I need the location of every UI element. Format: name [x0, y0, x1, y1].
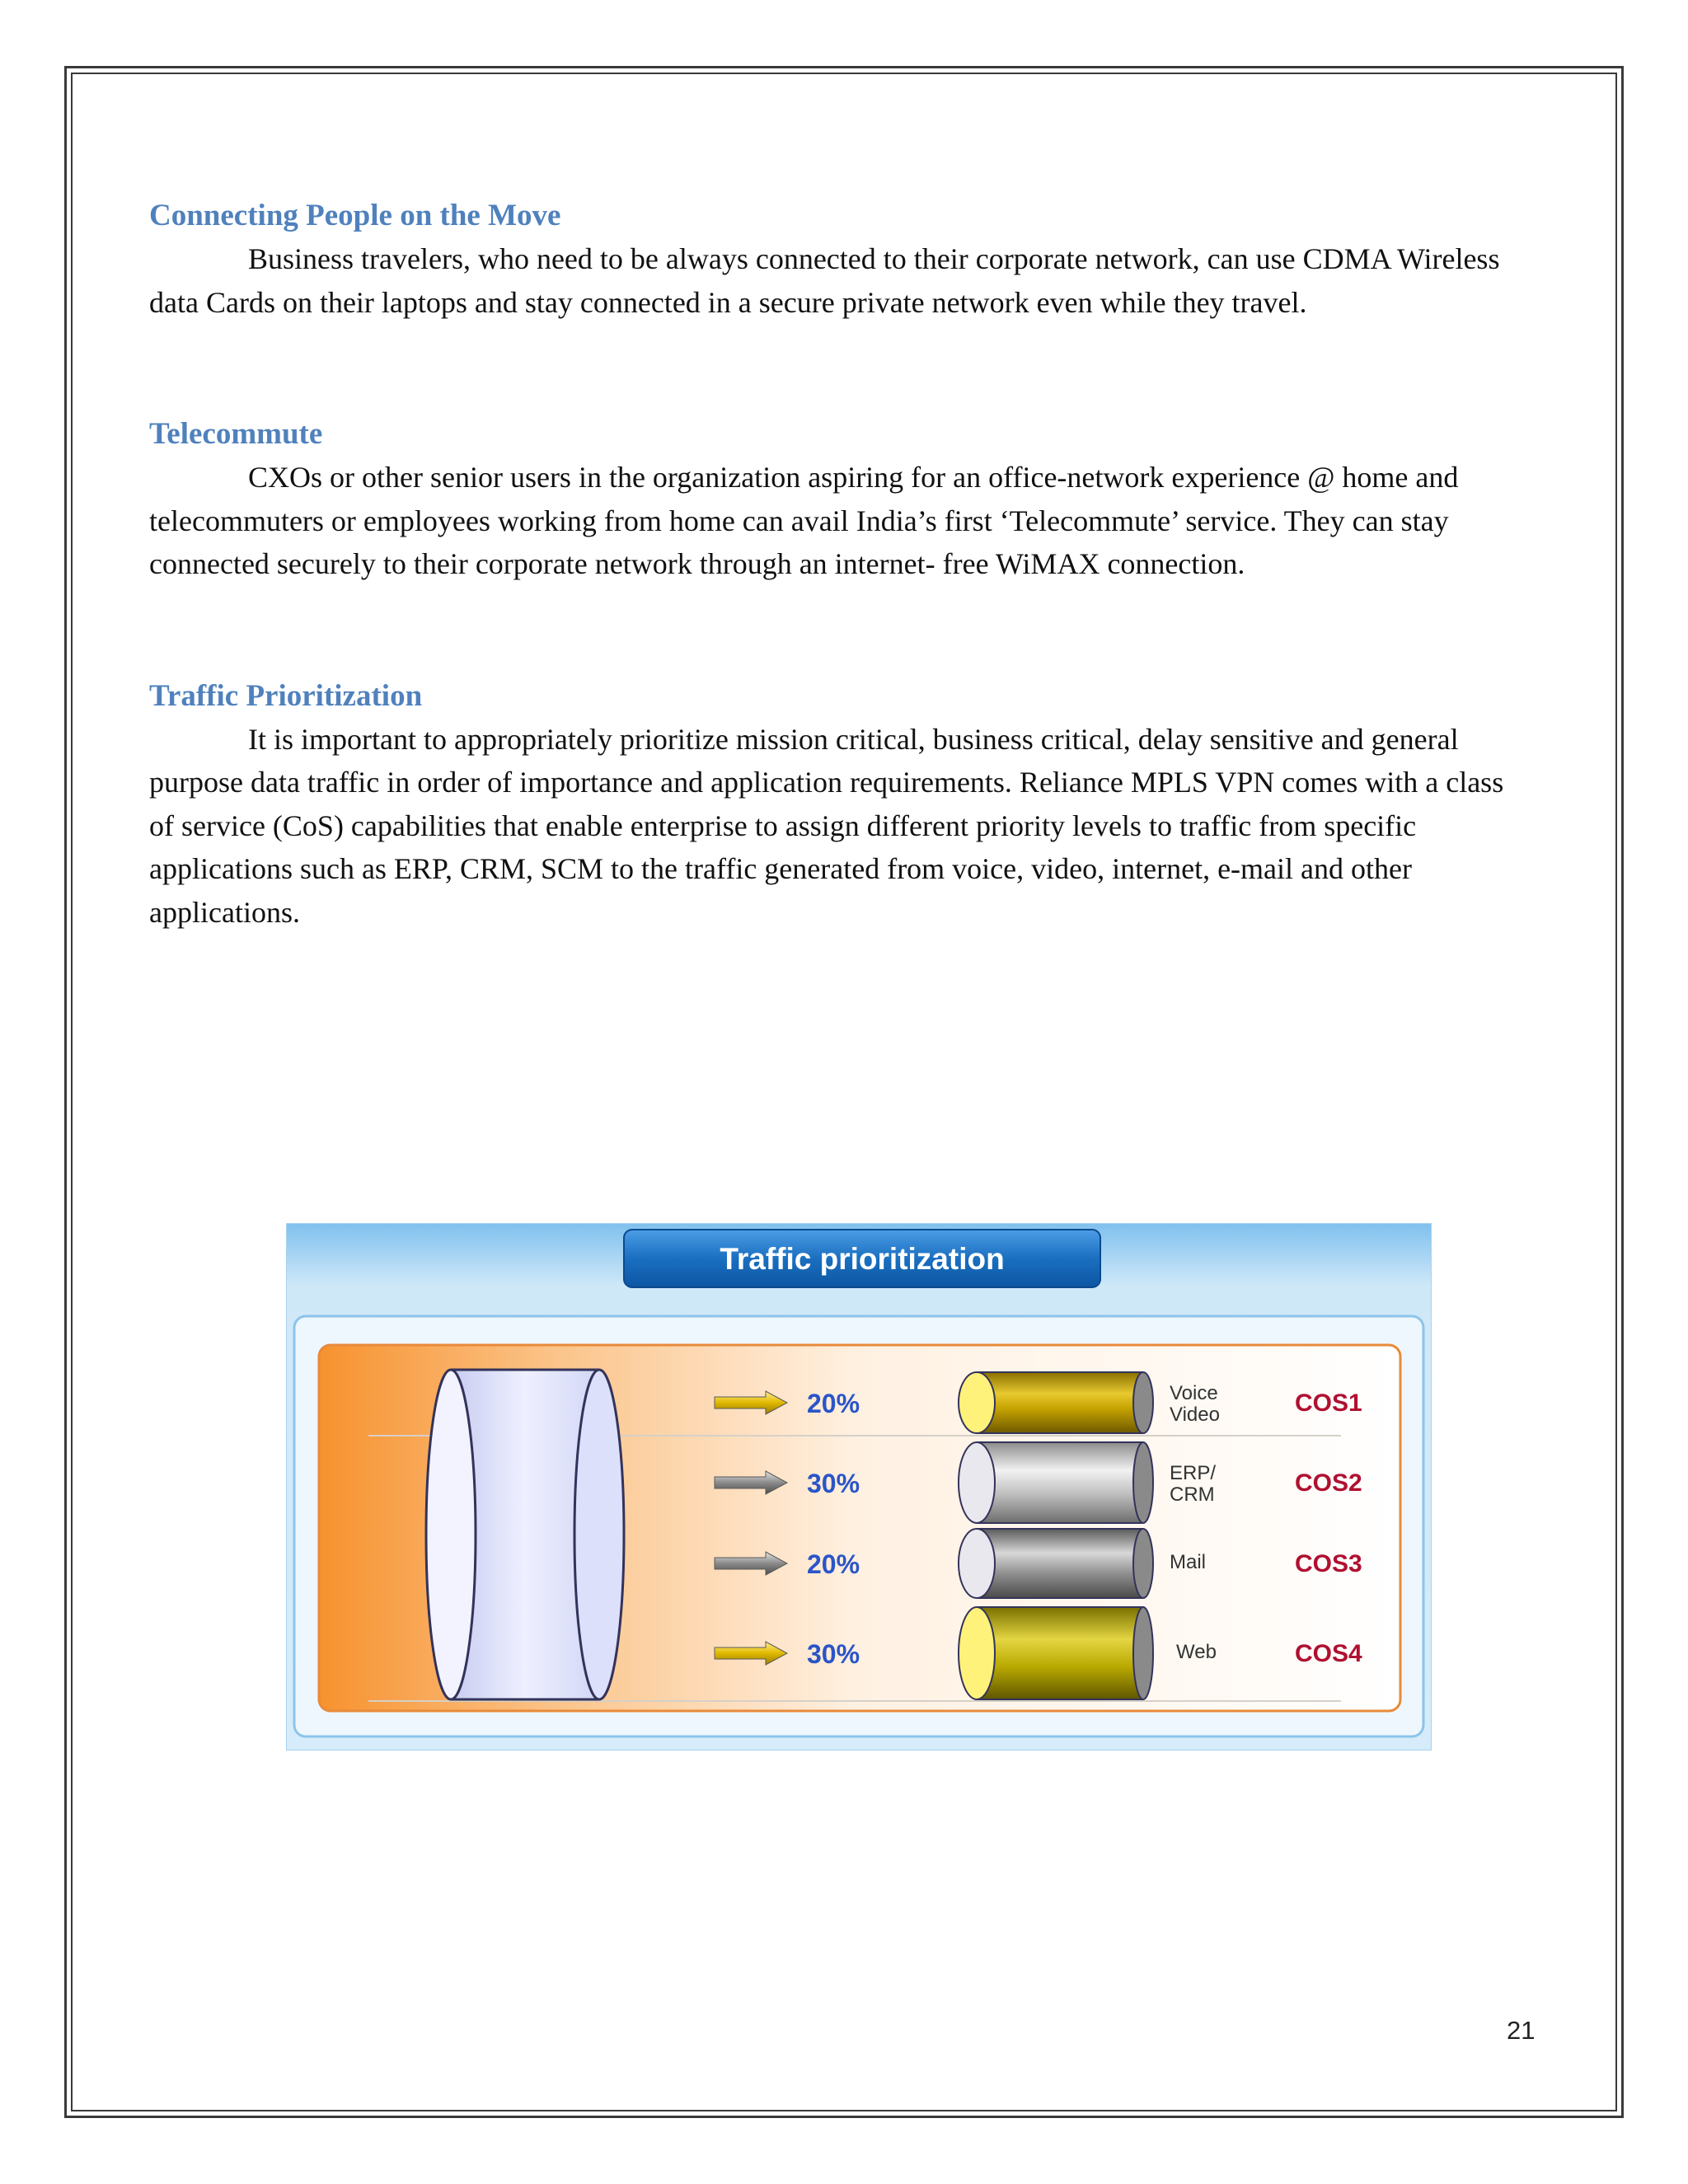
section-paragraph: CXOs or other senior users in the organization aspiring for an office-network experience @ home and telecommuters or employees working from home can avail India’s first ‘Telecommute’ service. They can stay connected securely to their corporate network through an internet- free WiMAX connection. — [149, 461, 1459, 580]
figure-title: Traffic prioritization — [720, 1242, 1005, 1276]
figure-svg — [286, 1223, 1432, 1750]
section-telecommute — [149, 413, 1534, 586]
app-label: Video — [1170, 1404, 1220, 1426]
section-paragraph: Business travelers, who need to be always connected to their corporate network, can use CDMA Wireless data Cards on their laptops and stay connected in a secure private network even while they travel. — [149, 242, 1500, 319]
cos-label: COS3 — [1295, 1550, 1362, 1577]
app-label: Voice — [1170, 1382, 1218, 1404]
class-cylinder — [977, 1372, 1143, 1433]
document-body — [149, 194, 1534, 934]
section-traffic-prioritization — [149, 675, 1534, 935]
traffic-percent: 30% — [807, 1639, 860, 1669]
app-label: ERP/ — [1170, 1462, 1217, 1484]
class-cylinder — [977, 1529, 1143, 1598]
section-heading: Connecting People on the Move — [149, 199, 561, 232]
cos-label: COS2 — [1295, 1469, 1362, 1497]
cos-label: COS1 — [1295, 1390, 1362, 1417]
cos-label: COS4 — [1295, 1640, 1362, 1667]
class-cylinder — [977, 1442, 1143, 1523]
section-paragraph: It is important to appropriately prioritize mission critical, business critical, delay sensitive and general purpose data traffic in order of importance and application requirements. Reliance MPLS VPN comes with a class of service (CoS) capabilities that enable enterprise to assign different priority levels to traffic from specific applications such as ERP, CRM, SCM to the traffic generated from voice, video, internet, e-mail and other applications. — [149, 722, 1504, 929]
traffic-percent: 30% — [807, 1469, 860, 1498]
app-label: Web — [1176, 1641, 1217, 1663]
main-pipe-cylinder — [426, 1370, 624, 1699]
traffic-percent: 20% — [807, 1549, 860, 1579]
app-label: CRM — [1170, 1483, 1215, 1506]
section-heading: Telecommute — [149, 417, 323, 451]
traffic-prioritization-figure — [286, 1223, 1432, 1750]
app-label: Mail — [1170, 1551, 1207, 1573]
class-cylinder — [977, 1607, 1143, 1699]
section-heading: Traffic Prioritization — [149, 678, 423, 713]
traffic-percent: 20% — [807, 1389, 860, 1418]
page-number: 21 — [1507, 2016, 1536, 2045]
section-connecting-people — [149, 194, 1534, 324]
